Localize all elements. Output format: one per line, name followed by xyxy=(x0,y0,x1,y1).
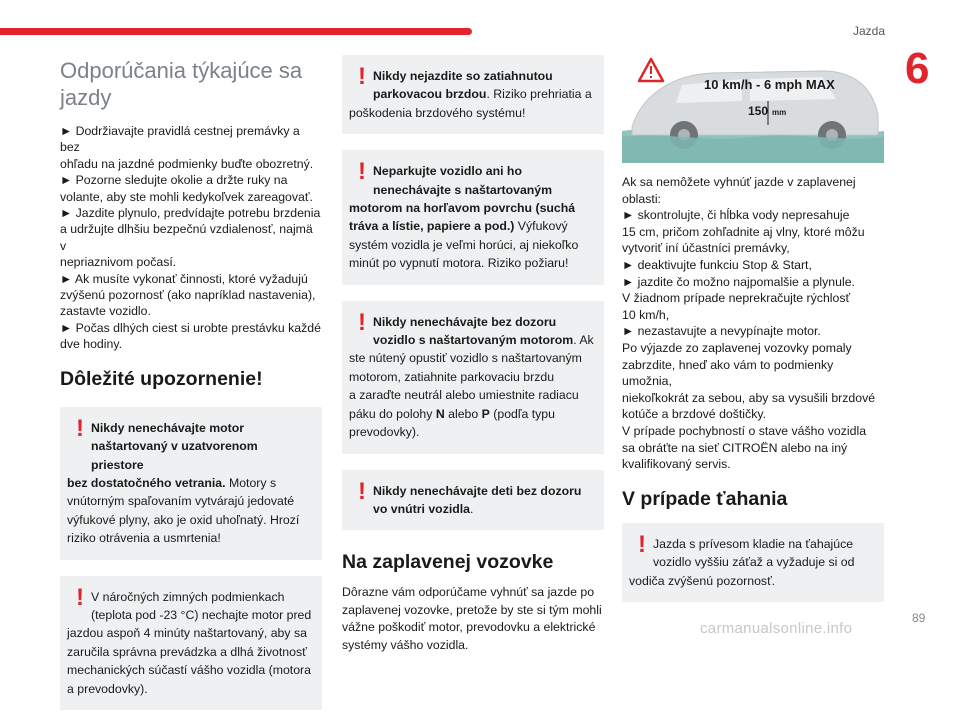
chapter-number: 6 xyxy=(905,44,930,93)
warning-text: Výfukový xyxy=(514,219,568,234)
warning-text: a prevodovky). xyxy=(67,681,148,696)
exclamation-icon: ! xyxy=(358,308,366,336)
gear-position-n: N xyxy=(435,406,445,421)
text-line: V prípade pochybností o stave vášho vozidla xyxy=(622,423,867,438)
text-line: ► Dodržiavajte pravidlá cestnej premávky a bez xyxy=(60,124,300,155)
text-line: oblasti: xyxy=(622,191,661,206)
text-line: sa obráťte na sieť CITROËN alebo na iný xyxy=(622,440,848,455)
heading-important-warning: Dôležité upozornenie! xyxy=(60,367,263,390)
text-line: zastavte vozidlo. xyxy=(60,304,151,319)
warning-text: . Riziko prehriatia a xyxy=(486,87,592,102)
text-line: V žiadnom prípade neprekračujte rýchlosť xyxy=(622,291,851,306)
warning-text: systém vozidla je veľmi horúci, aj niekoľko xyxy=(349,237,579,252)
water-depth-value: 150 xyxy=(748,104,769,118)
warning-text: V náročných zimných podmienkach xyxy=(91,589,285,604)
text-line: systémy vášho vozidla. xyxy=(342,637,469,652)
flooded-road-paragraph xyxy=(342,584,604,654)
warning-text: a zaraďte neutrál alebo umiestnite radiacu xyxy=(349,388,579,403)
warning-text: vnútorným spaľovaním vytvárajú jedovaté xyxy=(67,494,295,509)
warning-text: vozidlo vyššiu záťaž a vyžaduje si od xyxy=(653,555,855,570)
title-line: Odporúčania týkajúce sa xyxy=(60,58,303,83)
warning-text: motorom, zatiahnite parkovaciu brzdu xyxy=(349,369,555,384)
text-line: ► skontrolujte, či hĺbka vody nepresahuje xyxy=(622,208,850,223)
warning-bold-text: tráva a lístie, papiere a pod.) xyxy=(349,219,515,234)
warning-box-unattended-vehicle xyxy=(342,301,604,454)
warning-bold-text: Nikdy nenechávajte motor xyxy=(91,420,245,435)
top-accent-bar xyxy=(0,28,472,35)
warning-bold-text: vo vnútri vozidla xyxy=(373,501,471,516)
warning-box-winter xyxy=(60,576,322,710)
text-line: ► Pozorne sledujte okolie a držte ruky na xyxy=(60,173,288,188)
exclamation-icon: ! xyxy=(358,477,366,505)
text-line: ohľadu na jazdné podmienky buďte obozretný. xyxy=(60,156,314,171)
text-line: kvalifikovaný servis. xyxy=(622,457,731,472)
text-line: ► Počas dlhých ciest si urobte prestávku každé xyxy=(60,320,321,335)
column-1 xyxy=(60,55,322,726)
text-line: kotúče a brzdové doštičky. xyxy=(622,407,766,422)
heading-towing: V prípade ťahania xyxy=(622,487,788,510)
text-line: Po výjazde zo zaplavenej vozovky pomaly xyxy=(622,340,852,355)
text-line: a udržujte dlhšiu bezpečnú vzdialenosť, najmä v xyxy=(60,222,313,253)
warning-text: výfukové plyny, ako je oxid uhoľnatý. Hrozí xyxy=(67,512,300,527)
warning-bold-text: nenechávajte s naštartovaným xyxy=(373,182,553,197)
warning-bold-text: naštartovaný v uzatvorenom priestore xyxy=(91,439,258,472)
water-depth-unit: mm xyxy=(772,108,787,117)
warning-text: mechanických súčastí vášho vozidla (motora xyxy=(67,663,311,678)
warning-text: alebo xyxy=(444,406,482,421)
warning-text: . Ak xyxy=(573,333,594,348)
text-line: vytvoriť iní účastníci premávky, xyxy=(622,241,790,256)
warning-text: (teplota pod -23 °C) nechajte motor pred xyxy=(91,607,312,622)
warning-bold-text: Nikdy nenechávajte deti bez dozoru xyxy=(373,483,582,498)
warning-text: (podľa typu xyxy=(489,406,555,421)
flooded-area-instructions xyxy=(622,174,884,473)
text-line: zaplavenej vozovke, pretože by ste si tým mohli xyxy=(342,602,602,617)
text-line: Ak sa nemôžete vyhnúť jazde v zaplavenej xyxy=(622,175,856,189)
text-line: dve hodiny. xyxy=(60,337,122,352)
section-title-driving-recommendations xyxy=(60,57,322,111)
warning-bold-text: Nikdy nejazdite so zatiahnutou xyxy=(373,69,553,83)
text-line: ► jazdite čo možno najpomalšie a plynule. xyxy=(622,274,855,289)
warning-text: Jazda s prívesom kladie na ťahajúce xyxy=(653,536,854,551)
exclamation-icon: ! xyxy=(358,158,366,186)
text-line: niekoľkokrát za sebou, aby sa vysušili brzdové xyxy=(622,390,876,405)
gear-position-p: P xyxy=(481,406,490,421)
text-line: zabrzdite, hneď ako vám to podmienky umožnia, xyxy=(622,357,834,389)
warning-text: prevodovky). xyxy=(349,425,420,440)
warning-text: páku do polohy xyxy=(349,406,436,421)
text-line: nepriaznivom počasí. xyxy=(60,255,177,270)
text-line: 15 cm, pričom zohľadnite aj vlny, ktoré môžu xyxy=(622,224,865,239)
warning-box-parking-brake xyxy=(342,55,604,134)
intro-paragraph xyxy=(60,123,322,353)
warning-bold-text: bez dostatočného vetrania. xyxy=(67,475,226,490)
text-line: Dôrazne vám odporúčame vyhnúť sa jazde po xyxy=(342,585,595,600)
warning-bold-text: vozidlo s naštartovaným motorom xyxy=(373,333,574,348)
warning-text: poškodenia brzdového systému! xyxy=(349,105,526,120)
warning-bold-text: Neparkujte vozidlo ani ho xyxy=(373,164,522,179)
chapter-title: Jazda xyxy=(852,24,885,38)
warning-text: . xyxy=(470,501,474,516)
warning-bold-text: Nikdy nenechávajte bez dozoru xyxy=(373,314,557,329)
warning-text: Motory s xyxy=(225,475,277,490)
text-line: volante, aby ste mohli kedykoľvek zareagovať. xyxy=(60,189,313,204)
text-line: 10 km/h, xyxy=(622,307,670,322)
warning-text: vodiča zvýšenú pozornosť. xyxy=(629,573,776,588)
page-number: 89 xyxy=(912,611,926,625)
warning-text: jazdou aspoň 4 minúty naštartovaný, aby sa xyxy=(67,626,307,641)
text-line: vážne poškodiť motor, prevodovku a elektrické xyxy=(342,620,596,635)
speed-limit-label: 10 km/h - 6 mph MAX xyxy=(704,77,835,92)
column-3 xyxy=(622,55,884,618)
exclamation-icon: ! xyxy=(638,530,646,558)
text-line: zvýšenú pozornosť (ako napríklad nastavenia), xyxy=(60,288,316,303)
warning-box-children xyxy=(342,470,604,531)
warning-bold-text: parkovacou brzdou xyxy=(373,87,487,102)
text-line: ► Jazdite plynulo, predvídajte potrebu brzdenia xyxy=(60,206,321,221)
text-line: ► Ak musíte vykonať činnosti, ktoré vyžadujú xyxy=(60,271,308,286)
warning-text: riziko otrávenia a usmrtenia! xyxy=(67,531,221,546)
warning-text: zaručila správna prevádzka a dlhá životnosť xyxy=(67,644,307,659)
warning-box-towing xyxy=(622,523,884,602)
title-line: jazdy xyxy=(60,85,112,110)
column-2 xyxy=(342,55,604,654)
text-line: ► nezastavujte a nevypínajte motor. xyxy=(622,324,821,339)
exclamation-icon: ! xyxy=(76,414,84,442)
flooded-road-illustration xyxy=(622,55,884,163)
text-line: ► deaktivujte funkciu Stop & Start, xyxy=(622,257,812,272)
warning-text: ste nútený opustiť vozidlo s naštartovaným xyxy=(349,351,582,366)
warning-box-flammable-surface xyxy=(342,150,604,284)
warning-bold-text: motorom na horľavom povrchu (suchá xyxy=(349,201,576,216)
warning-text: minút po vypnutí motora. Riziko požiaru! xyxy=(349,256,569,271)
heading-flooded-road: Na zaplavenej vozovke xyxy=(342,551,554,574)
exclamation-icon: ! xyxy=(76,583,84,611)
warning-box-ventilation xyxy=(60,407,322,560)
watermark-url: carmanualsonline.info xyxy=(700,620,853,637)
exclamation-icon: ! xyxy=(358,63,366,90)
